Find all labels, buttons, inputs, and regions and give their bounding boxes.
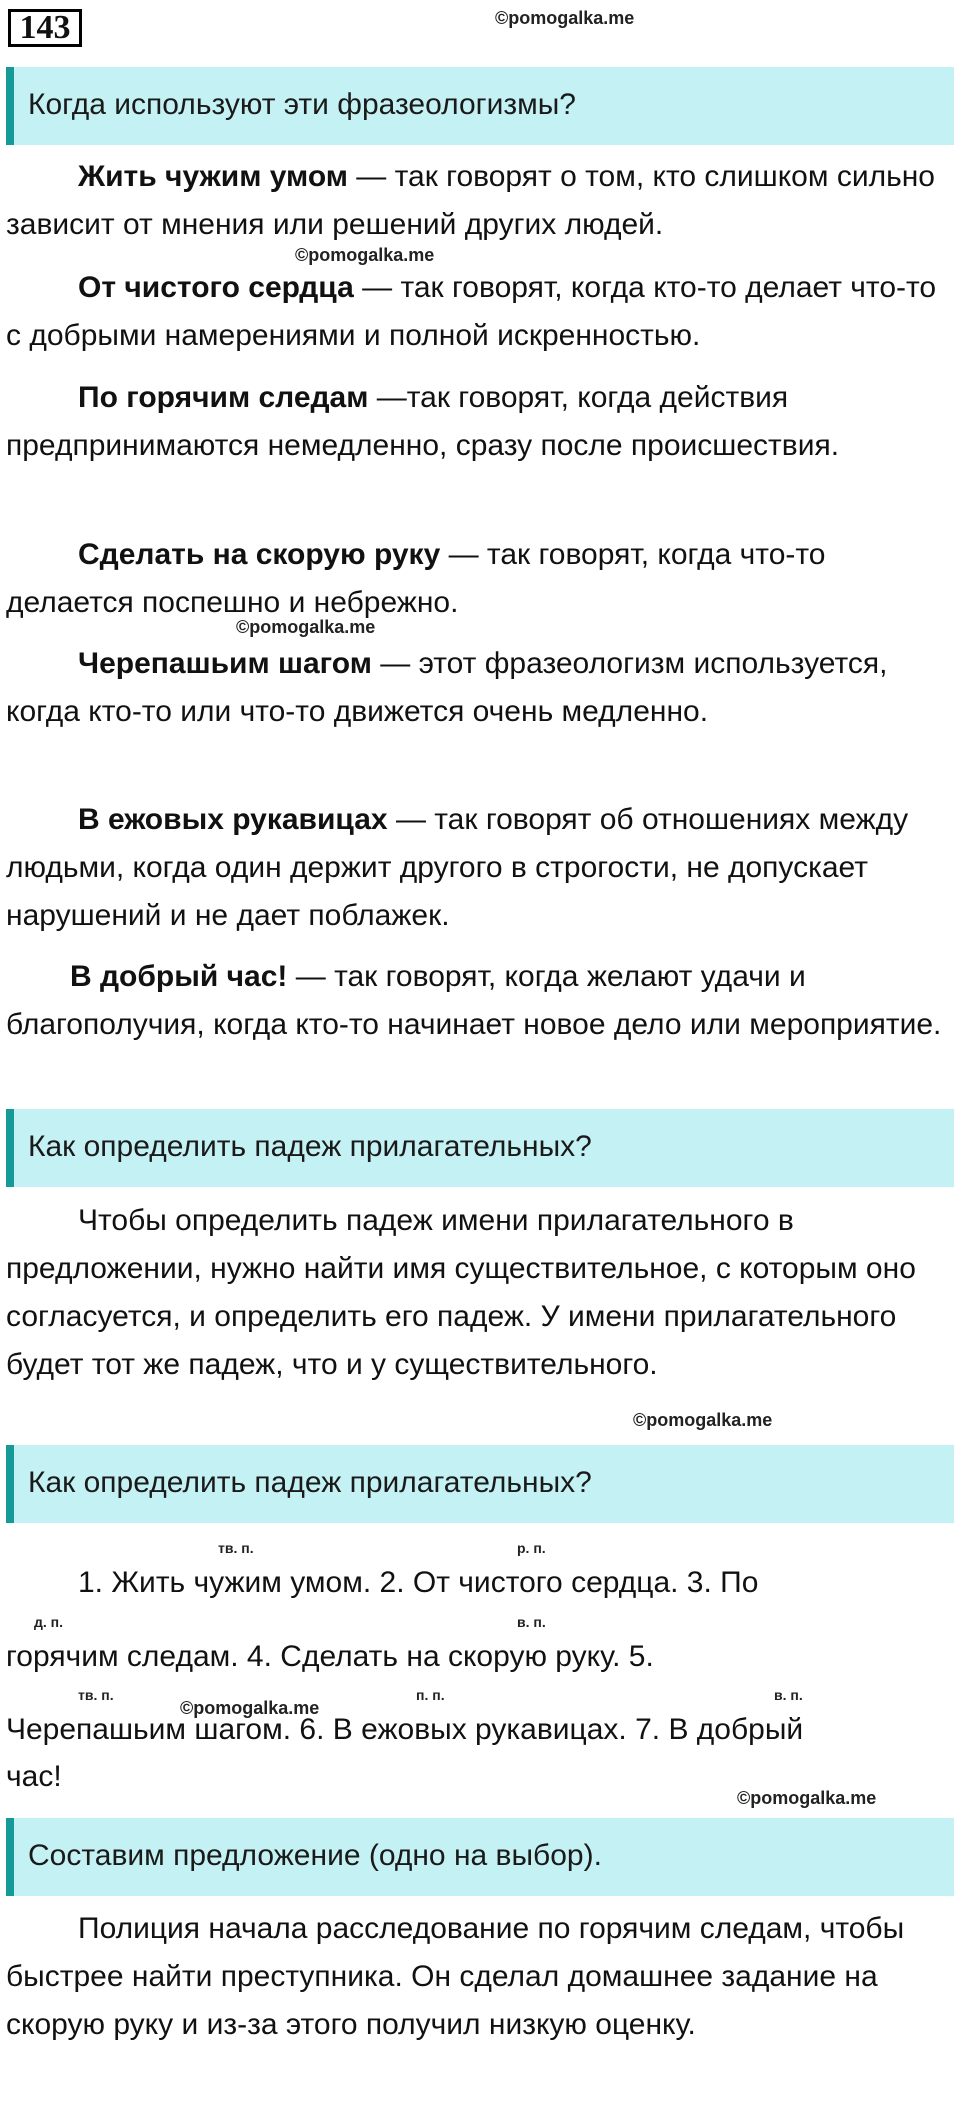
phrase-description: —так говорят, когда действия предпринимаются немедленно, сразу после происшествия.: [6, 381, 840, 462]
example-sentence-paragraph: Полиция начала расследование по горячим следам, чтобы быстрее найти преступника. Он сделал домашнее задание на скорую руку и из-за этого получил низкую оценку.: [6, 1912, 905, 2041]
case-tag: тв. п.: [218, 1540, 254, 1556]
phrase-term: В ежовых рукавицах: [78, 803, 388, 836]
case-tag: в. п.: [517, 1614, 546, 1630]
phrase-description: — так говорят, когда кто-то делает что-то с добрыми намерениями и полной искренностью.: [6, 271, 937, 352]
example-line: 1. Жить чужим умом. 2. От чистого сердца. 3. По: [78, 1566, 759, 1599]
case-tag: р. п.: [517, 1540, 546, 1556]
phrase-description: — этот фразеологизм используется, когда кто-то или что-то движется очень медленно.: [6, 647, 888, 728]
phrase-description: — так говорят о том, кто слишком сильно зависит от мнения или решений других людей.: [6, 160, 935, 241]
phrase-term: Черепашьим шагом: [78, 647, 372, 680]
phrase-item: [6, 264, 956, 360]
example-line: час!: [6, 1760, 62, 1793]
phrase-description: — так говорят, когда желают удачи и благополучия, когда кто-то начинает новое дело или мероприятие.: [6, 960, 942, 1041]
section-heading-text: Как определить падеж прилагательных?: [28, 1466, 592, 1499]
watermark: ©pomogalka.me: [495, 8, 635, 28]
phrase-term: От чистого сердца: [78, 271, 354, 304]
section-heading-4: [6, 1818, 954, 1896]
phrase-item: [6, 531, 956, 627]
example-line: горячим следам. 4. Сделать на скорую руку. 5.: [6, 1640, 654, 1673]
section-heading-3: [6, 1445, 954, 1523]
phrase-item: [6, 374, 956, 470]
case-tag: п. п.: [416, 1687, 445, 1703]
case-tag: в. п.: [774, 1687, 803, 1703]
phrase-item: [6, 640, 956, 736]
section-heading-text: Составим предложение (одно на выбор).: [28, 1839, 602, 1872]
section-heading-text: Как определить падеж прилагательных?: [28, 1130, 592, 1163]
phrase-item: [6, 153, 956, 249]
watermark: ©pomogalka.me: [180, 1698, 320, 1718]
section-heading-text: Когда используют эти фразеологизмы?: [28, 88, 576, 121]
phrase-description: — так говорят об отношениях между людьми, когда один держит другого в строгости, не допускает нарушений и не дает поблажек.: [6, 803, 909, 932]
phrase-term: В добрый час!: [70, 960, 288, 993]
example-line: Черепашьим шагом. 6. В ежовых рукавицах. 7. В добрый: [6, 1713, 804, 1746]
case-tag: тв. п.: [78, 1687, 114, 1703]
watermark: ©pomogalka.me: [737, 1788, 877, 1808]
phrase-term: Жить чужим умом: [78, 160, 348, 193]
case-tag: д. п.: [34, 1614, 64, 1630]
phrase-item: [6, 796, 956, 940]
explanation-paragraph: Чтобы определить падеж имени прилагательного в предложении, нужно найти имя существительное, с которым оно согласуется, и определить его падеж. У имени прилагательного будет тот же падеж, что и у существительного.: [6, 1204, 916, 1381]
phrase-term: Сделать на скорую руку: [78, 538, 441, 571]
task-number: 143: [8, 9, 82, 47]
watermark: ©pomogalka.me: [633, 1410, 773, 1430]
phrase-item: [6, 953, 956, 1049]
phrase-description: — так говорят, когда что-то делается поспешно и небрежно.: [6, 538, 826, 619]
phrase-term: По горячим следам: [78, 381, 369, 414]
section-heading-1: [6, 67, 954, 145]
section-heading-2: [6, 1109, 954, 1187]
watermark: ©pomogalka.me: [236, 617, 376, 637]
watermark: ©pomogalka.me: [295, 245, 435, 265]
